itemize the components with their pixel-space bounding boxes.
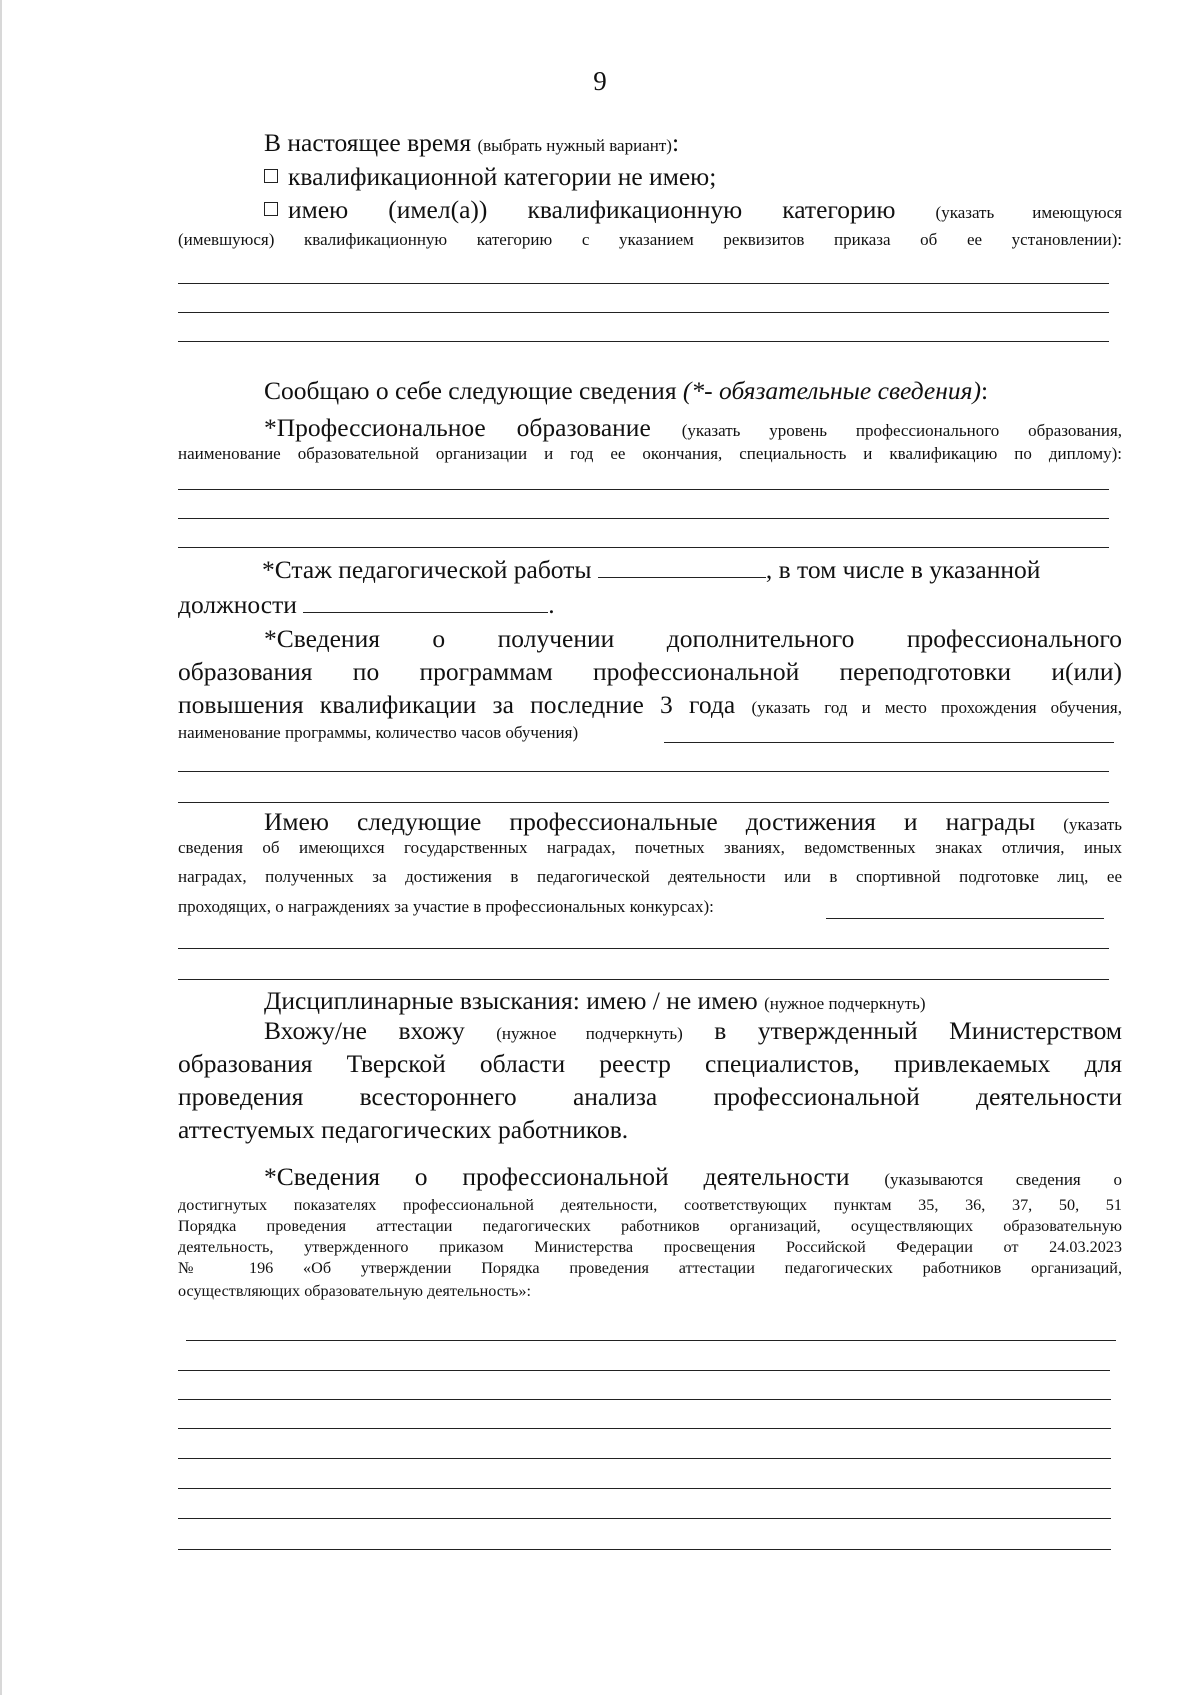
activity-hint-c: Порядка проведения аттестации педагогических работников организаций, осуществляющих образовательную [178,1217,1122,1235]
fill-line[interactable] [178,1549,1111,1550]
awards-hint-b: сведения об имеющихся государственных наградах, почетных званиях, ведомственных знаках отличия, иных [178,838,1122,857]
fill-line[interactable] [178,1488,1111,1489]
registry-line1-b: в утвержденный Министерством [714,1016,1123,1045]
dpo-line3 [178,688,1122,724]
experience-row [178,553,1122,586]
activity-hint-d: деятельность, утвержденного приказом Министерства просвещения Российской Федерации от 24.03.2023 [178,1238,1122,1256]
dpo-line3-hint: (указать год и место прохождения обучения, [751,698,1122,717]
about-note: (*- обязательные сведения) [682,376,981,405]
registry-hint: (нужное подчеркнуть) [496,1024,683,1043]
fill-line[interactable] [178,1428,1111,1429]
dpo-line1: *Сведения о получении дополнительного профессионального [264,624,1122,653]
fill-line[interactable] [178,312,1109,313]
experience-label: *Стаж педагогической работы [262,555,592,584]
fill-line[interactable] [178,1399,1111,1400]
option-has-category-label: имею (имел(а)) квалификационную категорию [288,195,896,224]
dpo-line2: образования по программам профессиональной переподготовки и(или) [178,657,1122,686]
fill-line[interactable] [178,489,1109,490]
option-has-category-hint: (указать имеющуюся [935,203,1122,222]
activity-hint-b: достигнутых показателях профессиональной деятельности, соответствующих пунктам 35, 36, 37, 50, 51 [178,1196,1122,1214]
experience-position-field[interactable] [303,590,548,613]
about-lead-text: Сообщаю о себе следующие сведения [264,376,677,405]
page-number: 9 [593,66,607,96]
checkbox-icon[interactable] [264,169,278,183]
activity-label: *Сведения о профессиональной деятельности [264,1162,850,1191]
education-hint: (указать уровень профессионального образования, [681,421,1123,440]
fill-line[interactable] [178,948,1109,949]
awards-hint-c: наградах, полученных за достижения в педагогической деятельности или в спортивной подготовке лиц, ее [178,867,1122,886]
status-lead-text: В настоящее время [264,128,472,157]
fill-line[interactable] [178,979,1109,980]
awards-label: Имею следующие профессиональные достижения и награды [264,807,1036,836]
registry-line1 [264,1014,1122,1050]
fill-line[interactable] [178,518,1109,519]
experience-row-2: должности . [178,590,555,619]
fill-line[interactable] [178,341,1109,342]
option-has-category-hint-cont: (имевшуюся) квалификационную категорию с указанием реквизитов приказа об ее установлении): [178,230,1122,249]
fill-line[interactable] [826,918,1104,919]
experience-label-b: , в том числе в указанной [765,555,1041,584]
fill-line[interactable] [664,742,1114,743]
experience-total-field[interactable] [598,555,766,578]
fill-line[interactable] [186,1340,1116,1341]
activity-hint-e: № 196 «Об утверждении Порядка проведения аттестации педагогических работников организаций, [178,1259,1122,1277]
activity-hint-f: осуществляющих образовательную деятельность»: [178,1282,531,1300]
education-label: *Профессиональное образование [264,413,651,442]
registry-line1-a: Вхожу/не вхожу [264,1016,465,1045]
option-has-category[interactable] [264,193,1122,229]
education-hint-cont: наименование образовательной организации и год ее окончания, специальность и квалификацию по диплому): [178,444,1122,463]
registry-line3: проведения всестороннего анализа профессиональной деятельности [178,1082,1122,1111]
fill-line[interactable] [178,771,1109,772]
fill-line[interactable] [178,1370,1110,1371]
registry-line2: образования Тверской области реестр специалистов, привлекаемых для [178,1049,1122,1078]
activity-row [264,1160,1122,1196]
option-no-category[interactable] [264,160,716,193]
option-no-category-label: квалификационной категории не имею; [288,162,717,191]
registry-line4: аттестуемых педагогических работников. [178,1115,629,1144]
education-row [264,411,1122,447]
awards-hint-d-row: проходящих, о награждениях за участие в профессиональных конкурсах): [178,897,714,916]
fill-line[interactable] [178,1518,1111,1519]
fill-line[interactable] [178,802,1109,803]
dpo-line3-main: повышения квалификации за последние 3 года [178,690,736,719]
discipline-hint: (нужное подчеркнуть) [764,994,926,1013]
experience-position-label: должности [178,590,297,619]
awards-hint-d: проходящих, о награждениях за участие в профессиональных конкурсах) [178,897,710,916]
status-lead: В настоящее время (выбрать нужный вариант): [264,128,680,157]
awards-row [264,805,1122,841]
page-edge [0,0,2,1695]
awards-hint: (указать [1063,815,1123,834]
activity-hint: (указываются сведения о [884,1170,1122,1189]
about-lead: Сообщаю о себе следующие сведения (*- обязательные сведения): [264,376,989,405]
fill-line[interactable] [178,283,1109,284]
checkbox-icon[interactable] [264,202,278,216]
discipline-label: Дисциплинарные взыскания: имею / не имею [264,986,758,1015]
fill-line[interactable] [178,1458,1111,1459]
status-hint: (выбрать нужный вариант) [477,136,672,155]
dpo-line4-hint: наименование программы, количество часов обучения) [178,723,579,742]
dpo-line4 [178,723,1122,743]
fill-line[interactable] [178,547,1109,548]
